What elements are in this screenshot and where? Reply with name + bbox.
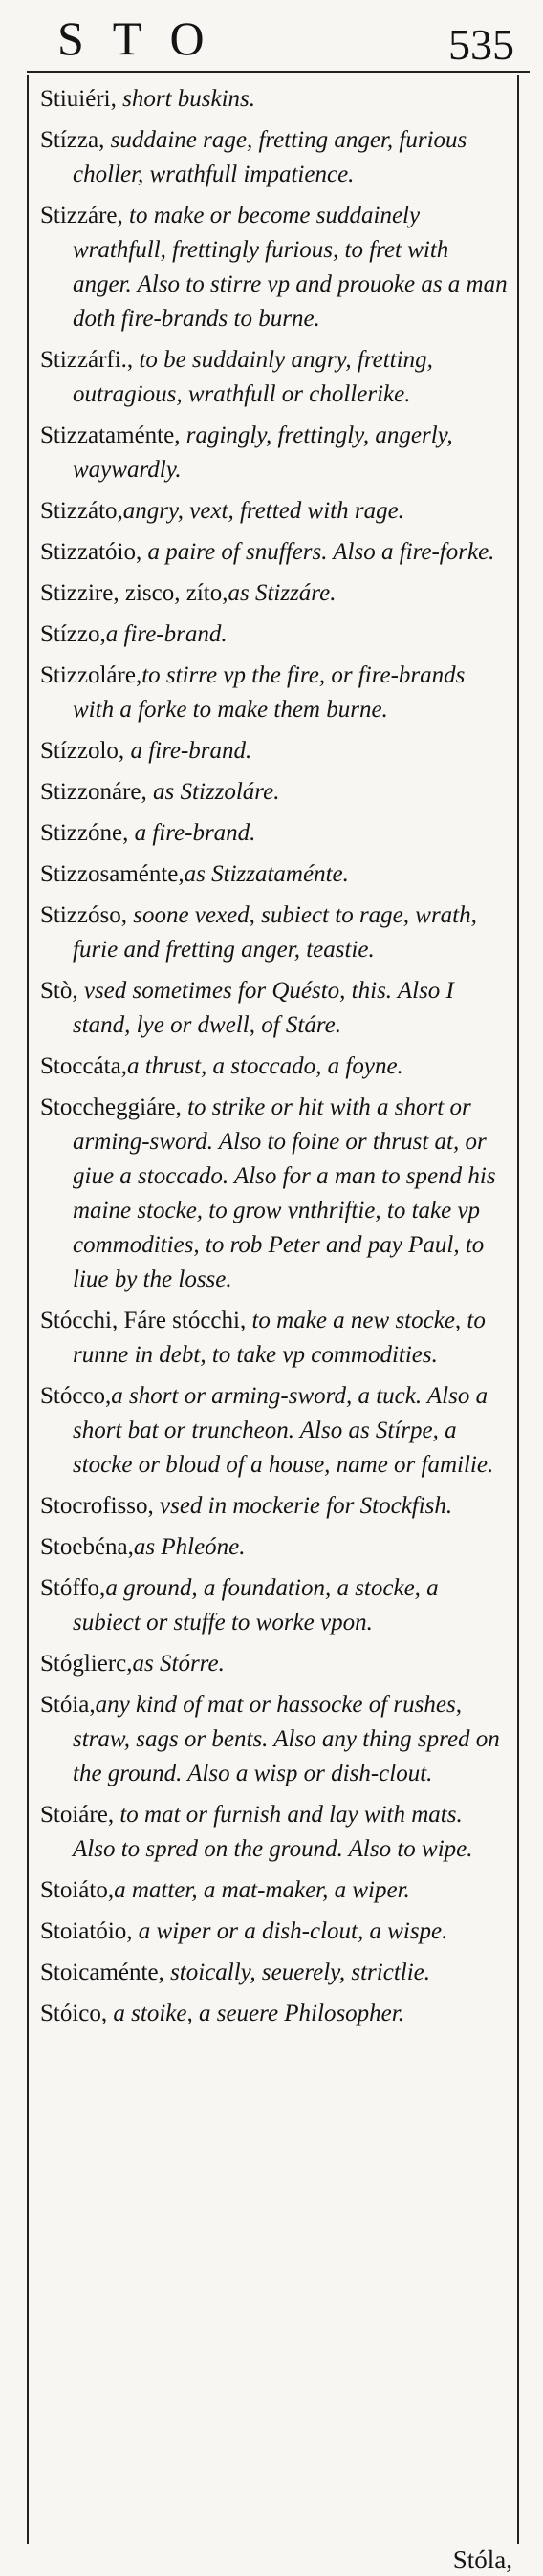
entry-definition: a matter, a mat-maker, a wiper.	[114, 1877, 410, 1903]
dictionary-entry	[40, 419, 508, 487]
entry-definition: as Stórre.	[132, 1651, 225, 1677]
entry-headword: Stizzoláre,	[40, 662, 142, 688]
dictionary-entry	[40, 1379, 508, 1483]
entry-definition: a thrust, a stoccado, a foyne.	[126, 1053, 403, 1079]
entry-definition: any kind of mat or hassocke of rushes, straw, sags or bents. Also any thing spred on the ground. Also a wisp or dish-clout.	[73, 1692, 500, 1786]
entry-headword: Stoiáto,	[40, 1877, 115, 1903]
entry-headword: Stízza,	[40, 127, 105, 153]
catchword: Stóla,	[452, 2545, 512, 2574]
dictionary-entry	[40, 1873, 508, 1908]
entry-definition: a short or arming-sword, a tuck. Also a short bat or truncheon. Also as Stírpe, a stocke or bloud of a house, name or familie.	[73, 1383, 494, 1478]
entry-definition: soone vexed, subiect to rage, wrath, furie and fretting anger, teastie.	[73, 902, 477, 963]
entry-definition: ragingly, frettingly, angerly, waywardly.	[73, 422, 453, 483]
running-head: STO	[57, 11, 233, 65]
dictionary-entry	[40, 617, 508, 652]
entry-headword: Stizzóne,	[40, 820, 129, 846]
dictionary-entry	[40, 1688, 508, 1791]
dictionary-entry	[40, 775, 508, 810]
entry-headword: Stò,	[40, 978, 78, 1004]
entry-definition: to stirre vp the fire, or fire-brands with a forke to make them burne.	[73, 662, 466, 723]
entry-definition: to strike or hit with a short or arming-sword. Also to foine or thrust at, or giue a stoccado. Also for a man to spend his maine stocke, to grow vnthriftie, to take vp commodities, to rob Peter and pay Paul, to liue by the losse.	[73, 1094, 496, 1292]
entry-definition: as Stizzáre.	[228, 580, 337, 606]
entry-headword: Stocrofisso,	[40, 1493, 154, 1519]
entry-headword: Stízzolo,	[40, 738, 125, 764]
dictionary-entry	[40, 123, 508, 192]
entry-definition: to mat or furnish and lay with mats. Also to spred on the ground. Also to wipe.	[73, 1802, 473, 1862]
entry-definition: as Phleóne.	[133, 1534, 246, 1560]
entry-headword: Stoccáta,	[40, 1053, 127, 1079]
dictionary-entry	[40, 1489, 508, 1524]
entry-headword: Stizzárfi.,	[40, 347, 134, 373]
entry-definition: to make or become suddainely wrathfull, frettingly furious, to fret with anger. Also to stirre vp and prouoke as a man doth fire-brands to burne.	[73, 203, 508, 332]
dictionary-entry	[40, 734, 508, 768]
entry-definition: as Stizzoláre.	[146, 779, 280, 805]
dictionary-entry	[40, 857, 508, 892]
entry-definition: to make a new stocke, to runne in debt, to take vp commodities.	[73, 1308, 486, 1368]
entry-definition: as Stizzataménte.	[184, 861, 349, 887]
entry-definition: stoically, seuerely, strictlie.	[163, 1959, 431, 1985]
entry-headword: Stócchi, Fáre stócchi,	[40, 1308, 247, 1333]
entry-definition: short buskins.	[116, 86, 256, 112]
entry-headword: Stizzosaménte,	[40, 861, 185, 887]
entry-definition: vsed in mockerie for Stockfish.	[153, 1493, 453, 1519]
dictionary-entry	[40, 82, 508, 117]
entry-headword: Stizzire, zisco, zíto,	[40, 580, 228, 606]
dictionary-entry	[40, 494, 508, 529]
entry-definition: a fire-brand.	[105, 621, 228, 647]
entry-definition: angry, vext, fretted with rage.	[122, 498, 404, 524]
dictionary-entry	[40, 1956, 508, 1990]
entry-headword: Stizzáto,	[40, 498, 123, 524]
entry-headword: Stoicaménte,	[40, 1959, 164, 1985]
dictionary-entry	[40, 898, 508, 967]
entry-headword: Stóglierc,	[40, 1651, 133, 1677]
entry-headword: Stizzonáre,	[40, 779, 147, 805]
header-rule	[27, 71, 530, 73]
entry-headword: Stizzóso,	[40, 902, 127, 928]
entry-column	[27, 75, 519, 2544]
entry-definition: a fire-brand.	[128, 820, 256, 846]
entry-definition: a stoike, a seuere Philosopher.	[107, 2001, 404, 2026]
dictionary-entry	[40, 343, 508, 412]
dictionary-entry	[40, 659, 508, 727]
entry-headword: Stoebéna,	[40, 1534, 134, 1560]
entry-definition: suddaine rage, fretting anger, furious choller, wrathfull impatience.	[73, 127, 467, 187]
entry-definition: vsed sometimes for Quésto, this. Also I stand, lye or dwell, of Stáre.	[73, 978, 454, 1038]
dictionary-entry	[40, 1091, 508, 1297]
entry-headword: Stoccheggiáre,	[40, 1094, 182, 1120]
dictionary-entry	[40, 1304, 508, 1373]
entry-definition: to be suddainly angry, fretting, outragious, wrathfull or chollerike.	[73, 347, 433, 407]
entry-headword: Stócco,	[40, 1383, 112, 1409]
entry-definition: a paire of snuffers. Also a fire-forke.	[141, 539, 495, 565]
entry-headword: Stóico,	[40, 2001, 108, 2026]
dictionary-entry	[40, 974, 508, 1043]
dictionary-entry	[40, 1571, 508, 1640]
entry-headword: Stóia,	[40, 1692, 96, 1718]
dictionary-entry	[40, 1530, 508, 1565]
entry-definition: a ground, a foundation, a stocke, a subiect or stuffe to worke vpon.	[73, 1575, 439, 1635]
entry-headword: Stoiáre,	[40, 1802, 115, 1828]
dictionary-entry	[40, 1915, 508, 1949]
dictionary-entry	[40, 1798, 508, 1867]
entry-headword: Stízzo,	[40, 621, 106, 647]
entry-headword: Stoiatóio,	[40, 1918, 133, 1944]
entry-headword: Stóffo,	[40, 1575, 106, 1601]
page-number: 535	[448, 20, 514, 69]
dictionary-entry	[40, 1050, 508, 1084]
entry-headword: Stizzatóio,	[40, 539, 142, 565]
dictionary-entry	[40, 199, 508, 336]
dictionary-entry	[40, 1997, 508, 2031]
entry-definition: a wiper or a dish-clout, a wispe.	[132, 1918, 448, 1944]
dictionary-entry	[40, 576, 508, 611]
page-header	[0, 0, 543, 76]
entry-headword: Stiuiéri,	[40, 86, 117, 112]
dictionary-entry	[40, 816, 508, 851]
entry-headword: Stizzáre,	[40, 203, 123, 228]
entry-headword: Stizzataménte,	[40, 422, 181, 448]
entry-definition: a fire-brand.	[124, 738, 252, 764]
dictionary-entry	[40, 1647, 508, 1681]
dictionary-entry	[40, 535, 508, 570]
